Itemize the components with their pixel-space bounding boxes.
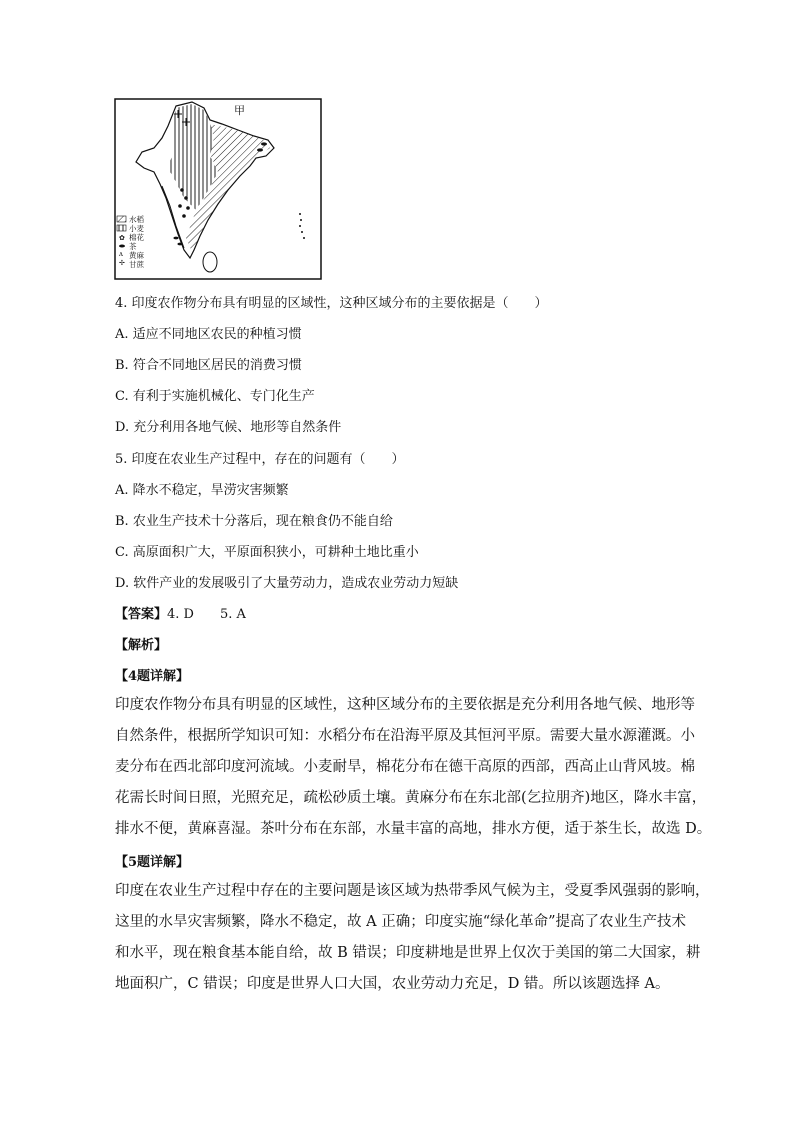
analysis-label: 【解析】 (115, 638, 168, 653)
map-legend (117, 214, 144, 269)
detail-4-label: 【4题详解】 (115, 669, 190, 684)
question-5-option-d: D. 软件产业的发展吸引了大量劳动力，造成农业劳动力短缺 (115, 576, 459, 591)
sri-lanka (203, 252, 217, 272)
detail-5-label: 【5题详解】 (115, 855, 190, 870)
legend-cotton: 棉花 (129, 233, 144, 242)
question-4-option-a: A. 适应不同地区农民的种植习惯 (115, 327, 302, 342)
question-5-option-c: C. 高原面积广大，平原面积狭小，可耕种土地比重小 (115, 545, 419, 560)
answer-value: 4. D 5. A (167, 607, 246, 622)
detail-5-paragraph (115, 876, 710, 1000)
detail-4-line: 自然条件，根据所学知识可知：水稻分布在沿海平原及其恒河平原。需要大量水源灌溉。小 (115, 728, 695, 744)
detail-4-line: 排水不便，黄麻喜湿。茶叶分布在东部，水量丰富的高地，排水方便，适于茶生长，故选 D。 (115, 821, 712, 837)
question-4-option-b: B. 符合不同地区居民的消费习惯 (115, 358, 302, 373)
svg-text:✿: ✿ (119, 234, 125, 242)
svg-text:ᴧ: ᴧ (119, 250, 123, 258)
legend-jute: 黄麻 (129, 251, 144, 260)
map-label-top: 甲 (234, 104, 245, 117)
india-crop-map (114, 98, 322, 280)
detail-5-line: 这里的水旱灾害频繁，降水不稳定，故 A 正确；印度实施“绿化革命”提高了农业生产技术 (115, 914, 687, 930)
detail-4-paragraph (115, 690, 712, 845)
legend-sugarcane: 甘蔗 (129, 260, 144, 269)
detail-5-line: 印度在农业生产过程中存在的主要问题是该区域为热带季风气候为主，受夏季风强弱的影响， (115, 883, 710, 899)
legend-wheat: 小麦 (129, 224, 144, 233)
question-5-option-a: A. 降水不稳定，旱涝灾害频繁 (115, 483, 289, 498)
detail-5-line: 地面积广，C 错误；印度是世界人口大国，农业劳动力充足，D 错。所以该题选择 A。 (115, 976, 670, 992)
detail-5-line: 和水平，现在粮食基本能自给，故 B 错误；印度耕地是世界上仅次于美国的第二大国家，耕 (115, 945, 701, 961)
detail-4-line: 麦分布在西北部印度河流域。小麦耐旱，棉花分布在德干高原的西部，西高止山背风坡。棉 (115, 759, 695, 775)
answer-label: 【答案】 (115, 607, 168, 622)
detail-4-line: 花需长时间日照，光照充足，疏松砂质土壤。黄麻分布在东北部(乞拉朋齐)地区，降水丰富， (115, 790, 707, 806)
question-4-option-c: C. 有利于实施机械化、专门化生产 (115, 389, 315, 404)
question-4-stem: 4. 印度农作物分布具有明显的区域性，这种区域分布的主要依据是（ ） (115, 296, 548, 311)
legend-tea: 茶 (129, 242, 137, 251)
india-crop-map-svg (114, 98, 322, 280)
svg-text:✢: ✢ (119, 259, 125, 267)
question-5-stem: 5. 印度在农业生产过程中，存在的问题有（ ） (115, 452, 405, 467)
question-4-option-d: D. 充分利用各地气候、地形等自然条件 (115, 420, 342, 435)
detail-4-line: 印度农作物分布具有明显的区域性，这种区域分布的主要依据是充分利用各地气候、地形等 (115, 697, 695, 713)
answer-line (115, 603, 246, 622)
question-5-option-b: B. 农业生产技术十分落后，现在粮食仍不能自给 (115, 514, 393, 529)
legend-rice: 水稻 (129, 215, 144, 224)
